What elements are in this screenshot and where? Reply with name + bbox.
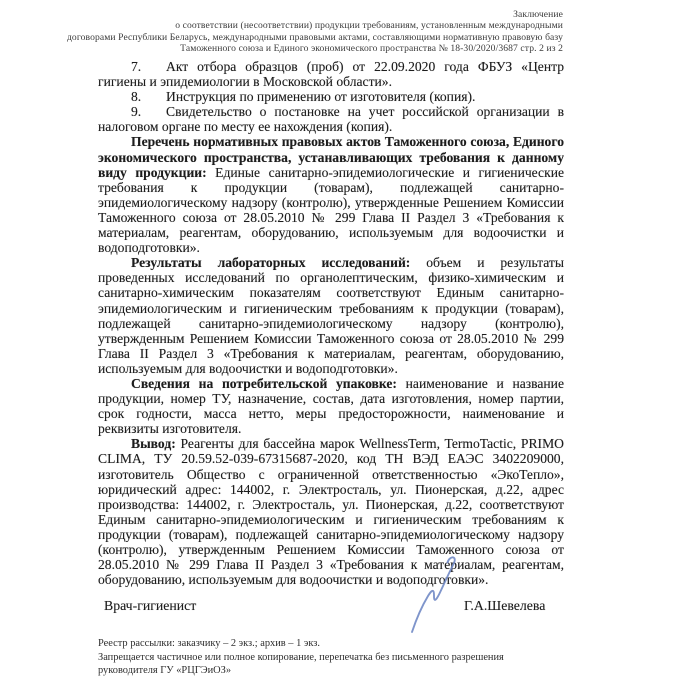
para-text: наименование и название продукции, номер ТУ, назначение, состав, дата изготовления, номер партии, срок годности, масса нетто, меры предосторожности, наименование и реквизиты изготовителя.	[98, 375, 564, 437]
footer-copy-restriction-line1: Запрещается частичное или полное копирование, перепечатка без письменного разрешения	[98, 651, 504, 663]
numbered-item-8	[98, 89, 564, 104]
item-number: 7.	[131, 59, 142, 74]
header-line-4-page-number: Таможенного союза и Единого экономического пространства № 18-30/2020/3687 стр. 2 из 2	[180, 42, 563, 54]
para-text: Реагенты для бассейна марок WellnessTerm, TermoTactic, PRIMO CLIMA, ТУ 20.59.52-039-67315687-2020, код ТН ВЭД ЕАЭС 3402209000, изготовитель Общество с ограниченной ответственностью «ЭкоТепло», юридический адрес: 144002, г. Электросталь, ул. Пионерская, д.22, адрес производства: 144002, г. Электросталь, ул. Пионерская, д.22, соответствуют Единым санитарно-эпидемиологическим и гигиеническим требованиям к продукции (товарам), подлежащей санитарно-эпидемиологическому надзору (контролю), утвержденным Решением Комиссии Таможенного союза от 28.05.2010 № 299 Глава II Раздел 3 «Требования к материалам, реагентам, оборудованию, используемым для водоочистки и водоподготовки».	[98, 436, 564, 588]
para-lead: Сведения на потребительской упаковке:	[131, 375, 397, 391]
item-text: Свидетельство о постановке на учет российской организации в налоговом органе по месту ее нахождения (копия).	[98, 104, 564, 135]
header-line-2: о соответствии (несоответствии) продукции требованиям, установленным международными	[175, 20, 563, 32]
item-number: 8.	[131, 89, 142, 105]
item-text: Акт отбора образцов (проб) от 22.09.2020 года ФБУЗ «Центр гигиены и эпидемиологии в Московской области».	[98, 59, 564, 90]
para-packaging-info	[98, 376, 564, 436]
para-lead: Вывод:	[131, 436, 176, 452]
para-text: Единые санитарно-эпидемиологические и гигиенические требования к продукции (товарам), подлежащей санитарно-эпидемиологическому надзору (контролю), утвержденные Решением Комиссии Таможенного союза от 28.05.2010 № 299 Глава II Раздел 3 «Требования к материалам, реагентам, оборудованию, используемым для водоочистки и водоподготовки».	[98, 164, 564, 256]
item-number: 9.	[131, 104, 142, 120]
para-lead: Результаты лабораторных исследований:	[131, 255, 411, 271]
signoff-name: Г.А.Шевелева	[464, 598, 546, 613]
signoff-role: Врач-гигиенист	[104, 598, 197, 613]
numbered-item-9	[98, 104, 564, 134]
para-text: объем и результаты проведенных исследований по органолептическим, физико-химическим и санитарно-химическим показателям соответствуют Единым санитарно-эпидемиологическим и гигиеническим требованиям к продукции (товарам), подлежащей санитарно-эпидемиологическому надзору (контролю), утвержденным Решением Комиссии Таможенного союза от 28.05.2010 № 299 Глава II Раздел 3 «Требования к материалам, реагентам, оборудованию, используемым для водоочистки и водоподготовки».	[98, 255, 564, 376]
document-header	[60, 9, 563, 54]
document-body	[98, 59, 564, 587]
header-line-title: Заключение	[513, 9, 563, 20]
para-conclusion	[98, 436, 564, 587]
footer-copy-restriction-line2: руководителя ГУ «РЦГЭиОЗ»	[98, 665, 232, 677]
signature-ink	[398, 554, 470, 636]
para-lead: Перечень нормативных правовых актов Таможенного союза, Единого экономического пространства, устанавливающих требования к данному виду продукции:	[98, 134, 564, 180]
document-footer	[98, 637, 568, 678]
item-text: Инструкция по применению от изготовителя (копия).	[166, 89, 476, 105]
header-line-3: договорами Республики Беларусь, международными правовыми актами, составляющими нормативную правовую базу	[66, 31, 563, 43]
para-normative-acts	[98, 134, 564, 255]
numbered-item-7	[98, 59, 564, 89]
footer-distribution: Реестр рассылки: заказчику – 2 экз.; архив – 1 экз.	[98, 638, 320, 649]
para-lab-results	[98, 255, 564, 376]
